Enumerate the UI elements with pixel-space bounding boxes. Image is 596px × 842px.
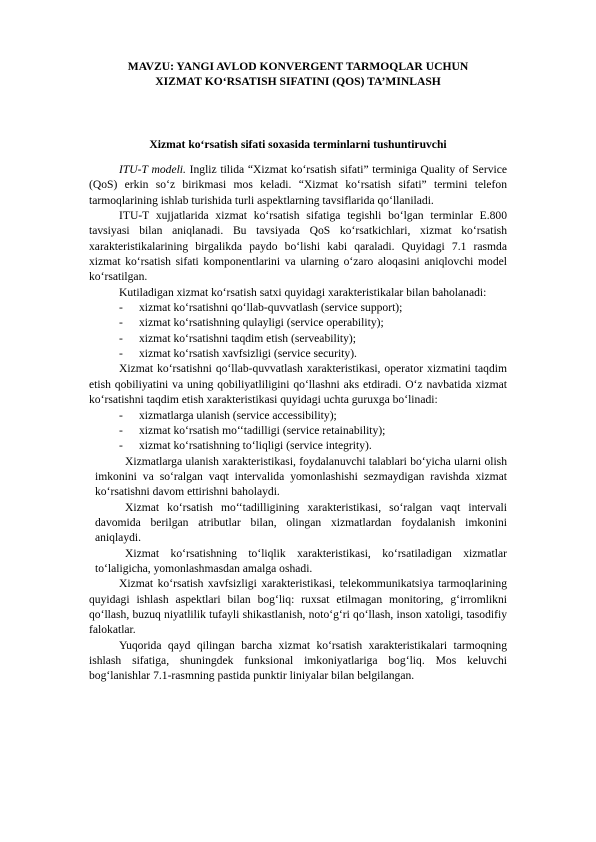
list-item: - xizmat ko‘rsatishni qo‘llab-quvvatlash (service support); [119, 301, 403, 315]
paragraph-retainability: Xizmat ko‘rsatish mo‘‘tadilligining xarakteristikasi, so‘ralgan vaqt intervali davomida berilgan atributlar bilan, olingan xizmatlardan foydalanish imkonini aniqlaydi. [95, 500, 507, 545]
characteristics-list [89, 300, 507, 361]
title-line-1: MAVZU: YANGI AVLOD KONVERGENT TARMOQLAR UCHUN [127, 60, 469, 73]
paragraph-integrity: Xizmat ko‘rsatishning to‘liqlik xarakteristikasi, ko‘rsatiladigan xizmatlar to‘laligicha, yomonlashmasdan amalga oshadi. [95, 546, 507, 575]
paragraph-expected-level: Kutiladigan xizmat ko‘rsatish satxi quyidagi xarakteristikalar bilan baholanadi: [119, 285, 487, 299]
itu-t-model-label: ITU-T modeli. [119, 163, 186, 176]
section-subtitle: Xizmat ko‘rsatish sifati soxasida terminlarni tushuntiruvchi [149, 138, 447, 151]
document-body [89, 162, 507, 684]
list-item: - xizmatlarga ulanish (service accessibility); [119, 408, 337, 422]
list-item: - xizmat ko‘rsatishning qulayligi (service operability); [119, 316, 384, 330]
paragraph-service-support: Xizmat ko‘rsatishni qo‘llab-quvvatlash xarakteristikasi, operator xizmatini taqdim etish qobiliyatini va uning qobiliyatliligini qo‘llashni aks etdiradi. O‘z navbatida xizmat ko‘rsatishni taqdim etish xarakteristikasi quyidagi uchta guruxga bo‘linadi: [89, 362, 507, 407]
paragraph-itu-t-model [89, 162, 507, 208]
paragraph-accessibility: Xizmatlarga ulanish xarakteristikasi, foydalanuvchi talablari bo‘yicha ularni olish imkonini va so‘ralgan vaqt intervalida yomonlashishi sezmaydigan ravishda xizmat ko‘rsatishni davom ettirishni baholaydi. [95, 454, 507, 499]
title-line-2: XIZMAT KO‘RSATISH SIFATINI (QOS) TA’MINLASH [155, 74, 441, 88]
document-title [88, 60, 508, 89]
list-item: - xizmat ko‘rsatish mo‘‘tadilligi (service retainability); [119, 423, 386, 437]
list-item: - xizmat ko‘rsatishni taqdim etish (serveability); [119, 331, 357, 345]
list-item: - xizmat ko‘rsatishning to‘liqligi (service integrity). [119, 439, 372, 453]
paragraph-e800: ITU-T xujjatlarida xizmat ko‘rsatish sifatiga tegishli bo‘lgan terminlar E.800 tavsiyasi bilan aniqlanadi. Bu tavsiyada QoS ko‘rsatkichlari, xizmat ko‘rsatish xarakteristikalarining birgalikda paydo bo‘lishi kabi qaraladi. Quyidagi 7.1 rasmda xizmat ko‘rsatish sifati komponentlarini va ularning o‘zaro aloqasini aniqlovchi model ko‘rsatilgan. [89, 209, 507, 284]
list-item: - xizmat ko‘rsatish xavfsizligi (service security). [119, 347, 357, 361]
paragraph-security: Xizmat ko‘rsatish xavfsizligi xarakteristikasi, telekommunikatsiya tarmoqlarining quyidagi ishlash aspektlari bilan bog‘liq: ruxsat etilmagan monitoring, g‘irromlikni qo‘llash, buzuq niyatlilik tufayli shikastlanish, noto‘g‘ri qo‘llash, inson xatoligi, tasodifiy falokatlar. [89, 577, 507, 637]
paragraph-summary: Yuqorida qayd qilingan barcha xizmat ko‘rsatish xarakteristikalari tarmoqning ishlash sifatiga, shuningdek funksional imkoniyatlariga bog‘liq. Mos keluvchi bog‘lanishlar 7.1-rasmning pastida punktir liniyalar bilan belgilangan. [89, 638, 507, 683]
paragraph-itu-t-model-text: Ingliz tilida “Xizmat ko‘rsatish sifati” terminiga Quality of Service (QoS) erkin so‘z birikmasi mos keladi. “Xizmat ko‘rsatish sifati” termini telefon tarmoqlarining ishlab turishida turli aspektlarning tavsiflarida qo‘llaniladi. [89, 163, 507, 207]
serveability-groups-list [89, 408, 507, 454]
